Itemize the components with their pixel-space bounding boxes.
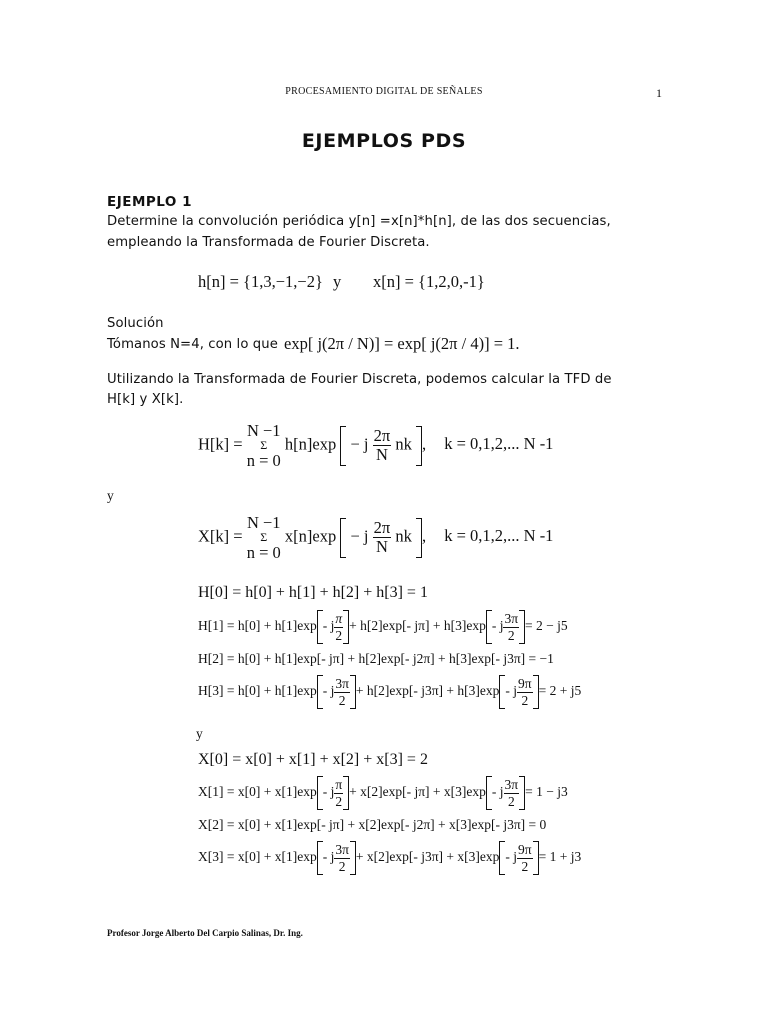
x-value-1: X[1] = x[0] + x[1]exp - j $\frac{\pi}{2}$ + x[2]exp[- jπ] + x[3]exp - j $\frac{3\pi}{2}$ = 1 − j3: [198, 777, 568, 809]
solution-text: Tómanos N=4, con lo que: [107, 337, 278, 352]
h-value-0: H[0] = h[0] + h[1] + h[2] + h[3] = 1: [198, 584, 428, 601]
page-number: 1: [656, 86, 662, 100]
h-transform-formula: H[k] = N −1 Σ n = 0 h[n]exp − j $\frac{2\pi}{N}$ nk , k = 0,1,2,... N -1: [198, 421, 554, 470]
x-value-0: X[0] = x[0] + x[1] + x[2] + x[3] = 2: [198, 751, 428, 768]
x-value-2: X[2] = x[0] + x[1]exp[- jπ] + x[2]exp[- j2π] + x[3]exp[- j3π] = 0: [198, 817, 547, 832]
page-title: EJEMPLOS PDS: [301, 130, 467, 152]
sequence-h: h[n] = {1,3,−1,−2}: [198, 272, 323, 291]
solution-formula: exp[ j(2π / N)] = exp[ j(2π / 4)] = 1.: [284, 334, 520, 353]
formula-term: h[n]exp: [284, 434, 337, 454]
conjunction-2: y: [196, 726, 203, 741]
h-value-3: H[3] = h[0] + h[1]exp - j $\frac{3\pi}{2}$ + h[2]exp[- j3π] + h[3]exp - j $\frac{9\pi}{2}$ = 2 + j5: [198, 676, 582, 708]
summation: N −1 Σ n = 0: [246, 421, 281, 470]
h-value-1: H[1] = h[0] + h[1]exp - j $\frac{\pi}{2}$ + h[2]exp[- jπ] + h[3]exp - j $\frac{3\pi}{2}$ = 2 − j5: [198, 611, 568, 643]
formula-lhs: H[k] =: [198, 434, 243, 454]
statement-line-2: empleando la Transformada de Fourier Discreta.: [107, 235, 430, 250]
footer-author: Profesor Jorge Alberto Del Carpio Salinas, Dr. Ing.: [107, 928, 303, 938]
example-heading: EJEMPLO 1: [107, 194, 192, 210]
conjunction-1: y: [107, 488, 114, 503]
statement-line-1: Determine la convolución periódica y[n] =x[n]*h[n], de las dos secuencias,: [107, 214, 611, 229]
x-transform-formula: X[k] = N −1 Σ n = 0 x[n]exp − j $\frac{2\pi}{N}$ nk , k = 0,1,2,... N -1: [198, 513, 554, 562]
x-value-3: X[3] = x[0] + x[1]exp - j $\frac{3\pi}{2}$ + x[2]exp[- j3π] + x[3]exp - j $\frac{9\pi}{2}$ = 1 + j3: [198, 842, 582, 874]
sequence-conjunction: y: [333, 272, 342, 291]
tfd-line-1: Utilizando la Transformada de Fourier Discreta, podemos calcular la TFD de: [107, 372, 612, 387]
h-value-2: H[2] = h[0] + h[1]exp[- jπ] + h[2]exp[- j2π] + h[3]exp[- j3π] = −1: [198, 651, 554, 666]
solution-label: Solución: [107, 316, 164, 331]
running-header: PROCESAMIENTO DIGITAL DE SEÑALES: [285, 86, 483, 97]
tfd-line-2: H[k] y X[k].: [107, 392, 184, 407]
sequence-x: x[n] = {1,2,0,-1}: [373, 272, 485, 291]
